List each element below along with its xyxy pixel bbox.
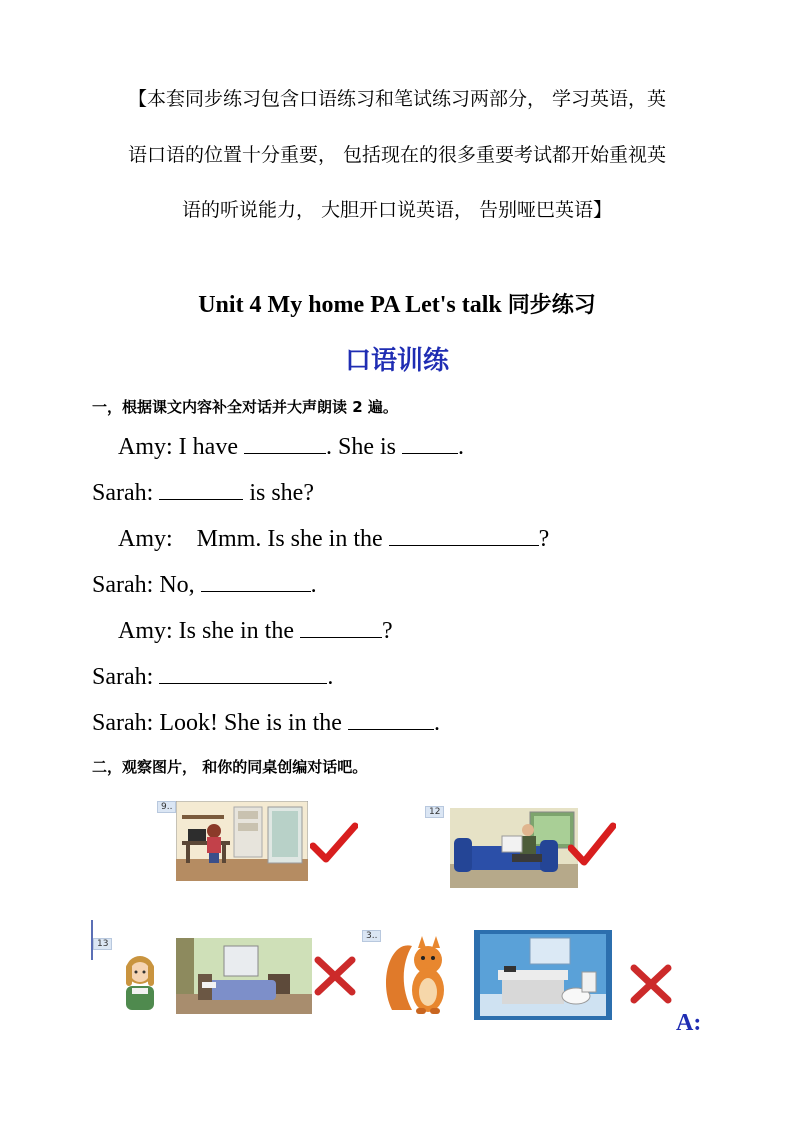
dialogue-text: .: [327, 664, 334, 690]
answer-blank[interactable]: [159, 479, 243, 500]
dialogue-text: Sarah: No,: [92, 572, 201, 598]
title-english: Unit 4 My home PA Let's talk: [198, 292, 502, 318]
dialogue-line-2: [92, 479, 314, 507]
cross-mark-icon: [628, 962, 674, 1006]
girl-character-picture: [112, 950, 168, 1016]
dialogue-text: ?: [381, 618, 393, 644]
intro-line-1: 【本套同步练习包含口语练习和笔试练习两部分， 学习英语，英: [127, 88, 667, 110]
answer-blank[interactable]: [159, 663, 327, 684]
intro-line-2: 语口语的位置十分重要， 包括现在的很多重要考试都开始重视英: [127, 144, 667, 166]
living-room-picture: [450, 808, 578, 888]
picture-badge: 9..: [157, 801, 176, 813]
dialogue-text: is she?: [243, 480, 314, 506]
answer-blank[interactable]: [300, 617, 382, 638]
dialogue-text: Amy: Is she in the: [118, 618, 300, 644]
dialogue-text: .: [433, 710, 440, 736]
dialogue-line-5: [118, 617, 393, 645]
study-room-picture: [176, 801, 308, 881]
bedroom-picture: [176, 938, 312, 1014]
section-1-heading: 一，根据课文内容补全对话并大声朗读 2 遍。: [92, 398, 398, 416]
picture-badge: 3..: [362, 930, 381, 942]
dialogue-text: ?: [538, 526, 550, 552]
answer-blank[interactable]: [201, 571, 311, 592]
cross-mark-icon: [312, 954, 358, 998]
page-title: [0, 288, 794, 319]
check-mark-icon: [568, 822, 616, 868]
intro-line-3: 语的听说能力， 大胆开口说英语， 告别哑巴英语】: [181, 199, 613, 221]
title-chinese: 同步练习: [507, 293, 596, 318]
dialogue-text: Sarah:: [92, 480, 160, 506]
dialogue-line-1: [118, 433, 464, 461]
dialogue-text: .: [457, 434, 464, 460]
dialogue-text: Amy: I have: [118, 434, 244, 460]
dialogue-text: Amy: Mmm. Is she in the: [118, 526, 389, 552]
bathroom-picture: [474, 930, 612, 1020]
dialogue-line-7: [92, 709, 440, 737]
dialogue-text: Sarah:: [92, 664, 160, 690]
dialogue-text: Sarah: Look! She is in the: [92, 710, 348, 736]
answer-label-a: A:: [676, 1010, 702, 1036]
section-2-heading: 二，观察图片， 和你的同桌创编对话吧。: [92, 758, 368, 776]
dialogue-line-4: [92, 571, 317, 599]
answer-blank[interactable]: [402, 433, 458, 454]
answer-blank[interactable]: [244, 433, 326, 454]
picture-badge: 13: [93, 938, 112, 950]
dialogue-line-6: [92, 663, 333, 691]
dialogue-line-3: [118, 525, 549, 553]
check-mark-icon: [310, 822, 358, 864]
dialogue-text: . She is: [325, 434, 402, 460]
oral-training-heading: 口语训练: [344, 346, 449, 376]
squirrel-picture: [382, 932, 454, 1018]
answer-blank[interactable]: [348, 709, 434, 730]
dialogue-text: .: [310, 572, 317, 598]
picture-badge: 12: [425, 806, 444, 818]
answer-blank[interactable]: [389, 525, 539, 546]
